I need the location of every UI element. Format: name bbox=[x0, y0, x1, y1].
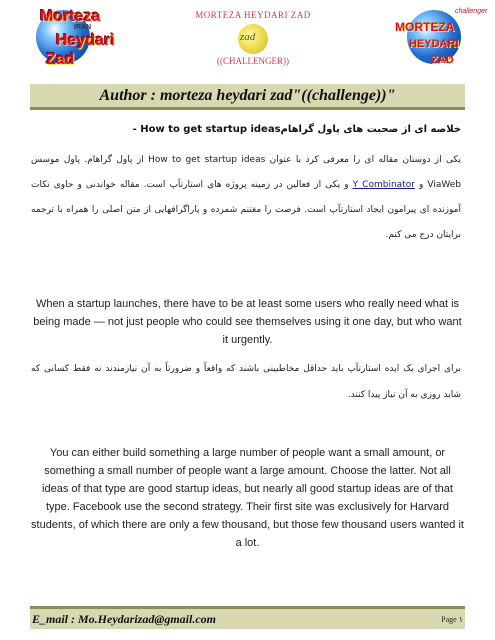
page-footer bbox=[30, 606, 465, 629]
author-bar: Author : morteza heydari zad"((challenge))" bbox=[30, 84, 465, 110]
logo-left bbox=[30, 4, 115, 74]
logo-left-line3: Heydari bbox=[56, 32, 115, 49]
logo-right-line1: MORTEZA bbox=[395, 20, 455, 34]
persian-paragraph-1-part1: یکی از دوستان مقاله ای را معرفی کرد با عنوان How to get startup ideas از پاول گراهام. پاول موسس ViaWeb و bbox=[31, 155, 461, 190]
persian-paragraph-1 bbox=[31, 148, 461, 248]
english-paragraph-2: You can either build something a large number of people want a small amount, or something a small number of people want a large amount. Choose the latter. Not all ideas of that type are good startup ideas, but nearly all good startup ideas are of that type. Facebook use the second strategy. Their first site was exclusively for Harvard students, of which there are only a few thousand, but those few thousand users wanted it a lot. bbox=[31, 447, 464, 549]
footer-email: E_mail : Mo.Heydarizad@gmail.com bbox=[32, 612, 216, 626]
persian-paragraph-2: برای اجرای یک ایده استارتآپ باید حداقل مخاطبینی باشند که واقعاً و ضرورتاً به آن نیازمندند نه فقط کسانی که شاید روزی به آن نیاز پیدا کنند. bbox=[31, 364, 461, 400]
page-number: Page ۱ bbox=[441, 615, 463, 624]
logo-right-line2: HEYDARI bbox=[409, 38, 459, 50]
logo-right bbox=[395, 6, 490, 76]
logo-left-line2: IRAN bbox=[74, 24, 92, 31]
logo-left-line4: Zad bbox=[46, 51, 75, 68]
emblem-text: zad bbox=[240, 31, 256, 43]
logo-right-tag: challenger bbox=[455, 8, 488, 15]
logo-center bbox=[188, 10, 318, 78]
logo-center-title: MORTEZA HEYDARI ZAD bbox=[195, 10, 311, 20]
logo-center-subtitle: ((CHALLENGER)) bbox=[217, 56, 289, 66]
english-paragraph-1: When a startup launches, there have to be at least some users who really need what is being made — not just people who could see themselves using it one day, but who want it urgently. bbox=[33, 298, 462, 346]
article-heading: خلاصه ای از صحبت های پاول گراهامHow to get startup ideas - bbox=[132, 124, 461, 135]
emblem-icon bbox=[238, 24, 268, 54]
y-combinator-link[interactable]: Y Combinator bbox=[352, 180, 415, 190]
logo-right-line3: ZAD bbox=[431, 54, 454, 66]
page-header bbox=[0, 0, 495, 82]
logo-left-line1: Morteza bbox=[40, 8, 101, 25]
persian-paragraph-1-part2: و یکی از فعالین در زمینه پروژه های استارتآپ است. مقاله خواندنی و حاوی نکات آموزنده ای پیرامون ایجاد استارتآپ است. فرصت را مغتنم شمرده و پاراگرافهایی از متن اصلی را همراه با ترجمه برایتان درج می کنم. bbox=[31, 180, 461, 240]
